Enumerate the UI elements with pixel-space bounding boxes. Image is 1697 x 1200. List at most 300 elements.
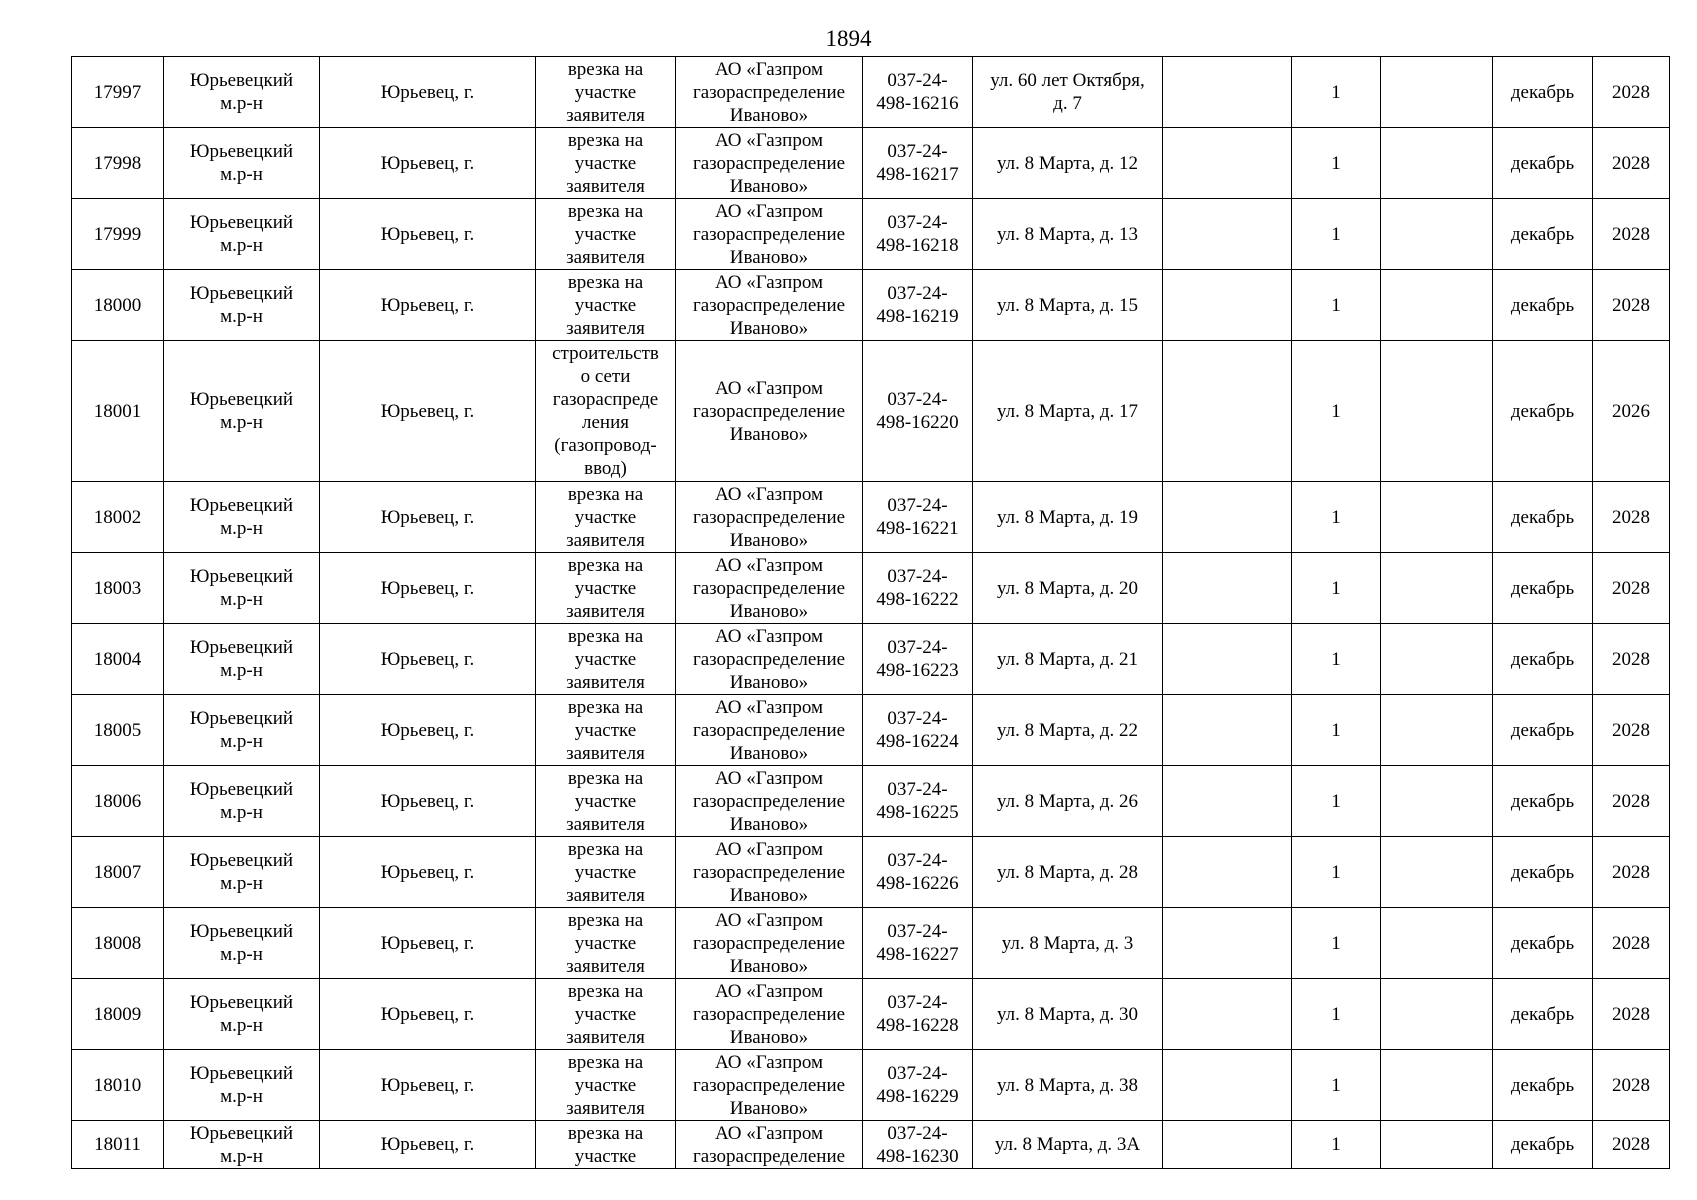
district-cell	[164, 341, 320, 482]
organization-cell	[676, 57, 863, 128]
row-number-cell	[72, 766, 164, 837]
district-cell-line: м.р-н	[220, 660, 263, 681]
work-type-cell-line: заявителя	[566, 529, 645, 551]
year-cell-text: 2028	[1612, 1003, 1650, 1025]
empty-cell	[1381, 57, 1493, 128]
district-cell	[164, 553, 320, 624]
work-type-cell	[536, 270, 676, 341]
district-cell-line: м.р-н	[220, 731, 263, 752]
page-number: 1894	[825, 26, 872, 51]
settlement-cell-text: Юрьевец, г.	[380, 400, 475, 422]
organization-cell-line: газораспределение	[692, 81, 846, 103]
settlement-cell-text: Юрьевец, г.	[380, 577, 475, 599]
object-code-cell	[863, 199, 973, 270]
address-cell	[973, 908, 1163, 979]
district-cell-line: м.р-н	[220, 93, 263, 114]
year-cell	[1593, 908, 1670, 979]
object-code-cell	[863, 1121, 973, 1169]
object-code-cell-line: 498-16228	[876, 1015, 959, 1036]
count-cell-text: 1	[1331, 932, 1341, 954]
settlement-cell	[320, 979, 536, 1050]
empty-cell	[1381, 341, 1493, 482]
count-cell	[1292, 57, 1381, 128]
year-cell	[1593, 837, 1670, 908]
district-cell-line: м.р-н	[220, 1015, 263, 1036]
object-code-cell-line: 498-16222	[876, 589, 959, 610]
month-cell	[1493, 908, 1593, 979]
work-type-cell-line: участке	[574, 152, 637, 174]
organization-cell-line: газораспределение	[692, 861, 846, 883]
object-code-cell-line: 498-16223	[876, 660, 959, 681]
work-type-cell-line: врезка на	[567, 980, 644, 1002]
row-number-cell-text: 18007	[93, 861, 142, 883]
organization-cell	[676, 1050, 863, 1121]
year-cell	[1593, 695, 1670, 766]
work-type-cell-line: заявителя	[566, 175, 645, 197]
month-cell-text: декабрь	[1510, 400, 1575, 422]
district-cell	[164, 57, 320, 128]
work-type-cell	[536, 1121, 676, 1169]
object-code-cell-line: 037-24-	[887, 212, 948, 233]
row-number-cell-text: 18005	[93, 719, 142, 741]
count-cell-text: 1	[1331, 790, 1341, 812]
year-cell	[1593, 482, 1670, 553]
object-code-cell-line: 498-16230	[876, 1145, 959, 1167]
organization-cell-line: Иваново»	[729, 813, 809, 835]
organization-cell-line: АО «Газпром	[714, 129, 824, 151]
work-type-cell	[536, 341, 676, 482]
organization-cell-line: АО «Газпром	[714, 200, 824, 222]
district-cell-line: м.р-н	[220, 802, 263, 823]
address-cell-line: ул. 8 Марта, д. 13	[996, 223, 1139, 245]
district-cell-line: м.р-н	[220, 412, 263, 433]
work-type-cell-line: участке	[574, 1146, 637, 1167]
work-type-cell-line: заявителя	[566, 1026, 645, 1048]
row-number-cell	[72, 270, 164, 341]
empty-cell	[1163, 128, 1292, 199]
row-number-cell	[72, 908, 164, 979]
district-cell-line: Юрьевецкий	[189, 389, 294, 410]
row-number-cell-text: 18011	[94, 1134, 141, 1155]
district-cell	[164, 908, 320, 979]
object-code-cell	[863, 837, 973, 908]
organization-cell-line: Иваново»	[729, 1026, 809, 1048]
work-type-cell-line: врезка на	[567, 767, 644, 789]
organization-cell-line: АО «Газпром	[714, 696, 824, 718]
work-type-cell-line: участке	[574, 1074, 637, 1096]
district-cell	[164, 482, 320, 553]
count-cell-text: 1	[1331, 400, 1341, 422]
year-cell	[1593, 341, 1670, 482]
organization-cell	[676, 270, 863, 341]
settlement-cell	[320, 1050, 536, 1121]
settlement-cell	[320, 766, 536, 837]
work-type-cell	[536, 482, 676, 553]
year-cell	[1593, 128, 1670, 199]
settlement-cell	[320, 1121, 536, 1169]
settlement-cell-text: Юрьевец, г.	[380, 1134, 475, 1155]
object-code-cell	[863, 979, 973, 1050]
object-code-cell	[863, 766, 973, 837]
empty-cell	[1163, 1121, 1292, 1169]
row-number-cell-text: 18003	[93, 577, 142, 599]
empty-cell	[1381, 553, 1493, 624]
row-number-cell	[72, 199, 164, 270]
organization-cell-line: газораспределение	[692, 932, 846, 954]
address-cell-line: д. 7	[1053, 93, 1082, 114]
settlement-cell-text: Юрьевец, г.	[380, 861, 475, 883]
year-cell-text: 2028	[1612, 81, 1650, 103]
month-cell-text: декабрь	[1510, 1074, 1575, 1096]
month-cell-text: декабрь	[1510, 294, 1575, 316]
organization-cell-line: АО «Газпром	[714, 58, 824, 80]
organization-cell-line: газораспределение	[692, 294, 846, 316]
year-cell	[1593, 1050, 1670, 1121]
object-code-cell-line: 037-24-	[887, 992, 948, 1013]
address-cell	[973, 1121, 1163, 1169]
organization-cell-line: АО «Газпром	[714, 1051, 824, 1073]
organization-cell-line: Иваново»	[729, 246, 809, 268]
work-type-cell-line: заявителя	[566, 600, 645, 622]
address-cell-line: ул. 8 Марта, д. 30	[996, 1003, 1139, 1025]
month-cell-text: декабрь	[1510, 861, 1575, 883]
object-code-cell-line: 037-24-	[887, 708, 948, 729]
month-cell-text: декабрь	[1510, 223, 1575, 245]
row-number-cell-text: 17999	[93, 223, 142, 245]
address-cell-line: ул. 8 Марта, д. 15	[996, 294, 1139, 316]
year-cell	[1593, 1121, 1670, 1169]
address-cell	[973, 624, 1163, 695]
district-cell-line: м.р-н	[220, 1145, 263, 1167]
work-type-cell-line: газораспреде	[552, 389, 659, 410]
object-code-cell-line: 498-16216	[876, 93, 959, 114]
object-code-cell-line: 037-24-	[887, 921, 948, 942]
district-cell-line: Юрьевецкий	[189, 1063, 294, 1084]
object-code-cell-line: 498-16227	[876, 944, 959, 965]
district-cell-line: м.р-н	[220, 873, 263, 894]
work-type-cell-line: врезка на	[567, 271, 644, 293]
settlement-cell	[320, 270, 536, 341]
table-row	[72, 1121, 1670, 1169]
count-cell-text: 1	[1331, 719, 1341, 741]
settlement-cell	[320, 624, 536, 695]
work-type-cell-line: участке	[574, 790, 637, 812]
empty-cell	[1163, 766, 1292, 837]
month-cell	[1493, 341, 1593, 482]
empty-cell	[1381, 695, 1493, 766]
district-cell-line: м.р-н	[220, 589, 263, 610]
work-type-cell	[536, 766, 676, 837]
district-cell-line: Юрьевецкий	[189, 992, 294, 1013]
district-cell	[164, 128, 320, 199]
organization-cell-line: АО «Газпром	[714, 838, 824, 860]
district-cell-line: Юрьевецкий	[189, 212, 294, 233]
address-cell	[973, 553, 1163, 624]
year-cell-text: 2028	[1612, 1134, 1650, 1155]
organization-cell-line: АО «Газпром	[714, 909, 824, 931]
work-type-cell-line: врезка на	[567, 1051, 644, 1073]
work-type-cell	[536, 57, 676, 128]
work-type-cell-line: заявителя	[566, 742, 645, 764]
address-cell-line: ул. 60 лет Октября,	[990, 70, 1145, 91]
work-type-cell-line: врезка на	[567, 909, 644, 931]
year-cell-text: 2026	[1612, 400, 1650, 422]
settlement-cell-text: Юрьевец, г.	[380, 790, 475, 812]
organization-cell-line: АО «Газпром	[714, 377, 824, 399]
work-type-cell	[536, 624, 676, 695]
month-cell-text: декабрь	[1510, 790, 1575, 812]
empty-cell	[1163, 1050, 1292, 1121]
count-cell	[1292, 1050, 1381, 1121]
count-cell-text: 1	[1331, 81, 1341, 103]
row-number-cell-text: 17998	[93, 152, 142, 174]
settlement-cell	[320, 695, 536, 766]
count-cell	[1292, 341, 1381, 482]
year-cell	[1593, 766, 1670, 837]
month-cell	[1493, 837, 1593, 908]
organization-cell	[676, 1121, 863, 1169]
settlement-cell-text: Юрьевец, г.	[380, 932, 475, 954]
year-cell	[1593, 979, 1670, 1050]
count-cell-text: 1	[1331, 861, 1341, 883]
empty-cell	[1163, 624, 1292, 695]
work-type-cell-line: участке	[574, 1003, 637, 1025]
month-cell	[1493, 624, 1593, 695]
object-code-cell	[863, 57, 973, 128]
count-cell	[1292, 128, 1381, 199]
organization-cell-line: газораспределение	[692, 648, 846, 670]
address-cell-line: ул. 8 Марта, д. 3А	[994, 1134, 1141, 1155]
row-number-cell-text: 18009	[93, 1003, 142, 1025]
row-number-cell	[72, 341, 164, 482]
year-cell-text: 2028	[1612, 152, 1650, 174]
work-type-cell	[536, 1050, 676, 1121]
year-cell-text: 2028	[1612, 861, 1650, 883]
settlement-cell	[320, 837, 536, 908]
empty-cell	[1381, 482, 1493, 553]
district-cell-line: Юрьевецкий	[189, 566, 294, 587]
organization-cell-line: Иваново»	[729, 104, 809, 126]
row-number-cell	[72, 624, 164, 695]
count-cell	[1292, 624, 1381, 695]
work-type-cell-line: заявителя	[566, 671, 645, 693]
organization-cell	[676, 695, 863, 766]
work-type-cell-line: участке	[574, 648, 637, 670]
month-cell	[1493, 57, 1593, 128]
work-type-cell-line: врезка на	[567, 483, 644, 505]
work-type-cell	[536, 553, 676, 624]
object-code-cell	[863, 553, 973, 624]
object-code-cell	[863, 341, 973, 482]
year-cell	[1593, 624, 1670, 695]
address-cell-line: ул. 8 Марта, д. 28	[996, 861, 1139, 883]
address-cell-line: ул. 8 Марта, д. 26	[996, 790, 1139, 812]
year-cell-text: 2028	[1612, 577, 1650, 599]
work-type-cell-line: участке	[574, 506, 637, 528]
settlement-cell	[320, 341, 536, 482]
table-row	[72, 57, 1670, 128]
count-cell	[1292, 1121, 1381, 1169]
settlement-cell-text: Юрьевец, г.	[380, 294, 475, 316]
organization-cell-line: Иваново»	[729, 423, 809, 445]
table-row	[72, 1050, 1670, 1121]
work-type-cell	[536, 837, 676, 908]
district-cell	[164, 624, 320, 695]
organization-cell-line: Иваново»	[729, 529, 809, 551]
table-body	[72, 57, 1670, 1169]
month-cell	[1493, 482, 1593, 553]
table-row	[72, 766, 1670, 837]
work-type-cell-line: строительств	[552, 343, 659, 364]
work-type-cell-line: участке	[574, 861, 637, 883]
address-cell	[973, 57, 1163, 128]
count-cell-text: 1	[1331, 223, 1341, 245]
year-cell-text: 2028	[1612, 506, 1650, 528]
table-row	[72, 128, 1670, 199]
row-number-cell	[72, 695, 164, 766]
settlement-cell	[320, 128, 536, 199]
address-cell	[973, 128, 1163, 199]
settlement-cell-text: Юрьевец, г.	[380, 719, 475, 741]
month-cell-text: декабрь	[1510, 932, 1575, 954]
month-cell	[1493, 128, 1593, 199]
work-type-cell-line: заявителя	[566, 813, 645, 835]
district-cell-line: Юрьевецкий	[189, 1122, 294, 1144]
object-code-cell-line: 037-24-	[887, 850, 948, 871]
year-cell	[1593, 199, 1670, 270]
year-cell-text: 2028	[1612, 790, 1650, 812]
work-type-cell-line: заявителя	[566, 246, 645, 268]
object-code-cell	[863, 128, 973, 199]
district-cell-line: Юрьевецкий	[189, 850, 294, 871]
object-code-cell-line: 498-16218	[876, 235, 959, 256]
empty-cell	[1381, 1050, 1493, 1121]
row-number-cell	[72, 482, 164, 553]
work-type-cell-line: о сети	[580, 366, 631, 387]
organization-cell-line: Иваново»	[729, 671, 809, 693]
empty-cell	[1381, 766, 1493, 837]
empty-cell	[1381, 979, 1493, 1050]
object-code-cell-line: 498-16217	[876, 164, 959, 185]
work-type-cell-line: заявителя	[566, 955, 645, 977]
table-row	[72, 837, 1670, 908]
month-cell	[1493, 199, 1593, 270]
district-cell-line: Юрьевецкий	[189, 779, 294, 800]
address-cell	[973, 270, 1163, 341]
settlement-cell-text: Юрьевец, г.	[380, 506, 475, 528]
month-cell	[1493, 1050, 1593, 1121]
organization-cell-line: газораспределение	[692, 223, 846, 245]
row-number-cell-text: 18010	[93, 1074, 142, 1096]
work-type-cell	[536, 979, 676, 1050]
empty-cell	[1163, 837, 1292, 908]
organization-cell-line: АО «Газпром	[714, 625, 824, 647]
address-cell-line: ул. 8 Марта, д. 3	[1001, 932, 1134, 954]
district-cell-line: м.р-н	[220, 235, 263, 256]
empty-cell	[1163, 199, 1292, 270]
row-number-cell	[72, 837, 164, 908]
object-code-cell-line: 037-24-	[887, 70, 948, 91]
object-code-cell	[863, 482, 973, 553]
organization-cell-line: Иваново»	[729, 1097, 809, 1119]
month-cell	[1493, 270, 1593, 341]
organization-cell-line: АО «Газпром	[714, 554, 824, 576]
address-cell-line: ул. 8 Марта, д. 12	[996, 152, 1139, 174]
district-cell	[164, 695, 320, 766]
district-cell	[164, 766, 320, 837]
address-cell	[973, 837, 1163, 908]
organization-cell-line: АО «Газпром	[714, 271, 824, 293]
count-cell-text: 1	[1331, 294, 1341, 316]
count-cell-text: 1	[1331, 1134, 1341, 1155]
object-code-cell-line: 037-24-	[887, 495, 948, 516]
table-row	[72, 341, 1670, 482]
settlement-cell	[320, 908, 536, 979]
month-cell-text: декабрь	[1510, 81, 1575, 103]
row-number-cell-text: 18006	[93, 790, 142, 812]
count-cell	[1292, 766, 1381, 837]
organization-cell-line: газораспределение	[692, 1003, 846, 1025]
work-type-cell-line: врезка на	[567, 1123, 644, 1144]
organization-cell-line: газораспределение	[692, 577, 846, 599]
row-number-cell	[72, 553, 164, 624]
object-code-cell-line: 498-16224	[876, 731, 959, 752]
table-row	[72, 270, 1670, 341]
month-cell-text: декабрь	[1510, 1003, 1575, 1025]
year-cell-text: 2028	[1612, 648, 1650, 670]
address-cell	[973, 199, 1163, 270]
count-cell-text: 1	[1331, 577, 1341, 599]
row-number-cell	[72, 57, 164, 128]
month-cell	[1493, 695, 1593, 766]
table-row	[72, 482, 1670, 553]
object-code-cell-line: 498-16220	[876, 412, 959, 433]
empty-cell	[1381, 128, 1493, 199]
object-code-cell-line: 037-24-	[887, 779, 948, 800]
year-cell-text: 2028	[1612, 294, 1650, 316]
organization-cell-line: газораспределение	[692, 152, 846, 174]
count-cell	[1292, 979, 1381, 1050]
address-cell	[973, 695, 1163, 766]
row-number-cell	[72, 128, 164, 199]
work-type-cell-line: участке	[574, 294, 637, 316]
organization-cell	[676, 341, 863, 482]
work-type-cell-line: врезка на	[567, 625, 644, 647]
count-cell-text: 1	[1331, 506, 1341, 528]
count-cell	[1292, 482, 1381, 553]
empty-cell	[1163, 908, 1292, 979]
count-cell-text: 1	[1331, 1003, 1341, 1025]
year-cell-text: 2028	[1612, 223, 1650, 245]
work-type-cell-line: участке	[574, 719, 637, 741]
table-row	[72, 695, 1670, 766]
address-cell-line: ул. 8 Марта, д. 19	[996, 506, 1139, 528]
organization-cell-line: газораспределение	[692, 1146, 846, 1167]
row-number-cell-text: 17997	[93, 81, 142, 103]
district-cell-line: Юрьевецкий	[189, 70, 294, 91]
work-type-cell-line: участке	[574, 932, 637, 954]
work-type-cell-line: (газопровод-	[554, 435, 657, 456]
district-cell-line: Юрьевецкий	[189, 283, 294, 304]
year-cell	[1593, 553, 1670, 624]
empty-cell	[1163, 270, 1292, 341]
empty-cell	[1381, 908, 1493, 979]
work-type-cell-line: участке	[574, 577, 637, 599]
address-cell-line: ул. 8 Марта, д. 22	[996, 719, 1139, 741]
work-type-cell-line: врезка на	[567, 838, 644, 860]
settlement-cell-text: Юрьевец, г.	[380, 648, 475, 670]
organization-cell-line: газораспределение	[692, 400, 846, 422]
